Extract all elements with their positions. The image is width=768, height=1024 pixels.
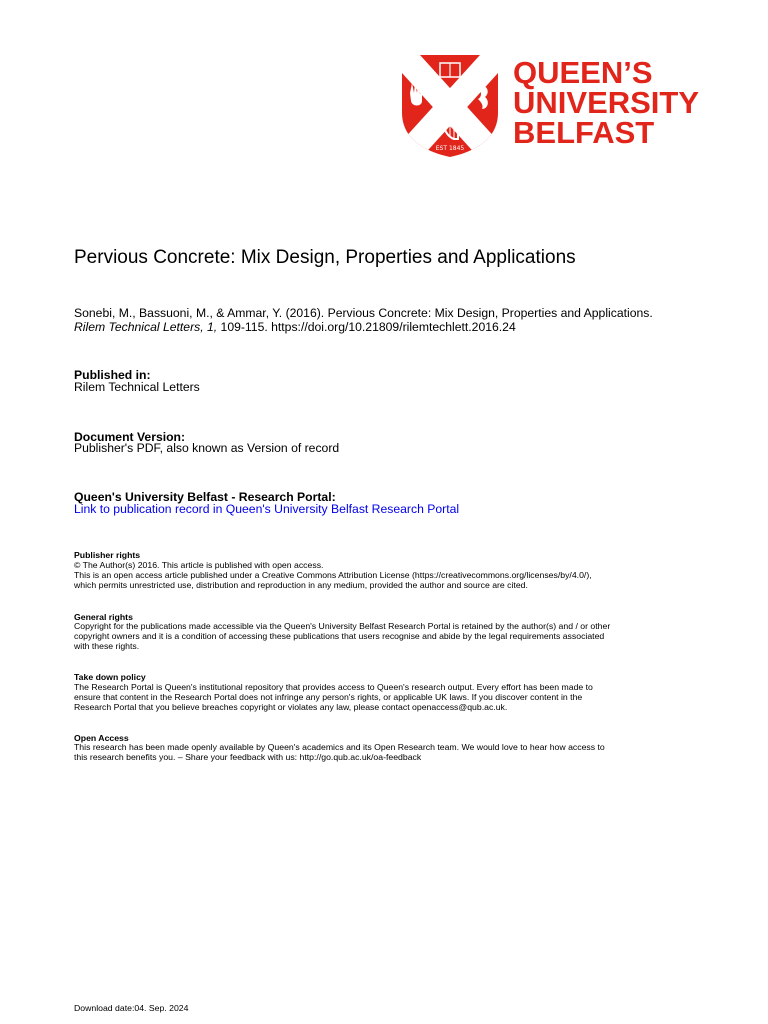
published-in-label: Published in: (74, 368, 151, 382)
text-line: which permits unrestricted use, distribution and reproduction in any medium, provided the author and source are cited. (74, 580, 528, 590)
publisher-rights-label: Publisher rights (74, 550, 141, 560)
text-line: © The Author(s) 2016. This article is published with open access. (74, 560, 324, 570)
general-rights-label: General rights (74, 612, 133, 622)
svg-text:EST 1845: EST 1845 (435, 145, 465, 152)
citation (74, 306, 653, 334)
document-version-label: Document Version: (74, 430, 186, 444)
research-portal-label: Queen's University Belfast - Research Portal: (74, 490, 336, 504)
text-line: This research has been made openly available by Queen's academics and its Open Research team. We would love to hear how access to (74, 742, 605, 752)
logo-text-line2: UNIVERSITY (513, 85, 700, 120)
text-line: this research benefits you. – Share your feedback with us: http://go.qub.ac.uk/oa-feedback (74, 752, 422, 762)
university-crest-icon (400, 53, 500, 159)
document-version-value: Publisher's PDF, also known as Version of record (74, 441, 340, 455)
citation-rest: 109-115. https://doi.org/10.21809/rilemtechlett.2016.24 (217, 320, 516, 334)
take-down-policy-text (74, 682, 593, 712)
text-line: ensure that content in the Research Portal does not infringe any person's rights, or applicable UK laws. If you discover content in the (74, 692, 583, 702)
published-in-value: Rilem Technical Letters (74, 380, 200, 394)
publisher-rights-text (74, 560, 592, 590)
text-line: with these rights. (74, 641, 140, 651)
citation-line2 (74, 320, 653, 334)
text-line: This is an open access article published under a Creative Commons Attribution License (https://creativecommons.org/licenses/by/4.0/), (74, 570, 592, 580)
text-line: Copyright for the publications made accessible via the Queen's University Belfast Research Portal is retained by the author(s) and / or other (74, 621, 611, 631)
publication-title: Pervious Concrete: Mix Design, Properties and Applications (74, 247, 576, 268)
open-access-label: Open Access (74, 733, 129, 743)
logo-text-line1: QUEEN’S (513, 55, 653, 90)
university-logo (400, 53, 712, 161)
text-line: copyright owners and it is a condition of accessing these publications that users recognise and abide by the legal requirements associated (74, 631, 605, 641)
text-line: Research Portal that you believe breaches copyright or violates any law, please contact openaccess@qub.ac.uk. (74, 702, 508, 712)
publication-record-link[interactable]: Link to publication record in Queen's University Belfast Research Portal (74, 502, 460, 516)
text-line: The Research Portal is Queen's institutional repository that provides access to Queen's research output. Every effort has been made to (74, 682, 593, 692)
download-date: Download date:04. Sep. 2024 (74, 1003, 189, 1013)
general-rights-text (74, 621, 610, 651)
citation-line1: Sonebi, M., Bassuoni, M., & Ammar, Y. (2016). Pervious Concrete: Mix Design, Properties and Applications. (74, 306, 653, 320)
take-down-policy-label: Take down policy (74, 672, 146, 682)
citation-journal: Rilem Technical Letters, 1, (74, 320, 218, 334)
logo-text-line3: BELFAST (513, 115, 655, 150)
open-access-text (74, 742, 605, 762)
